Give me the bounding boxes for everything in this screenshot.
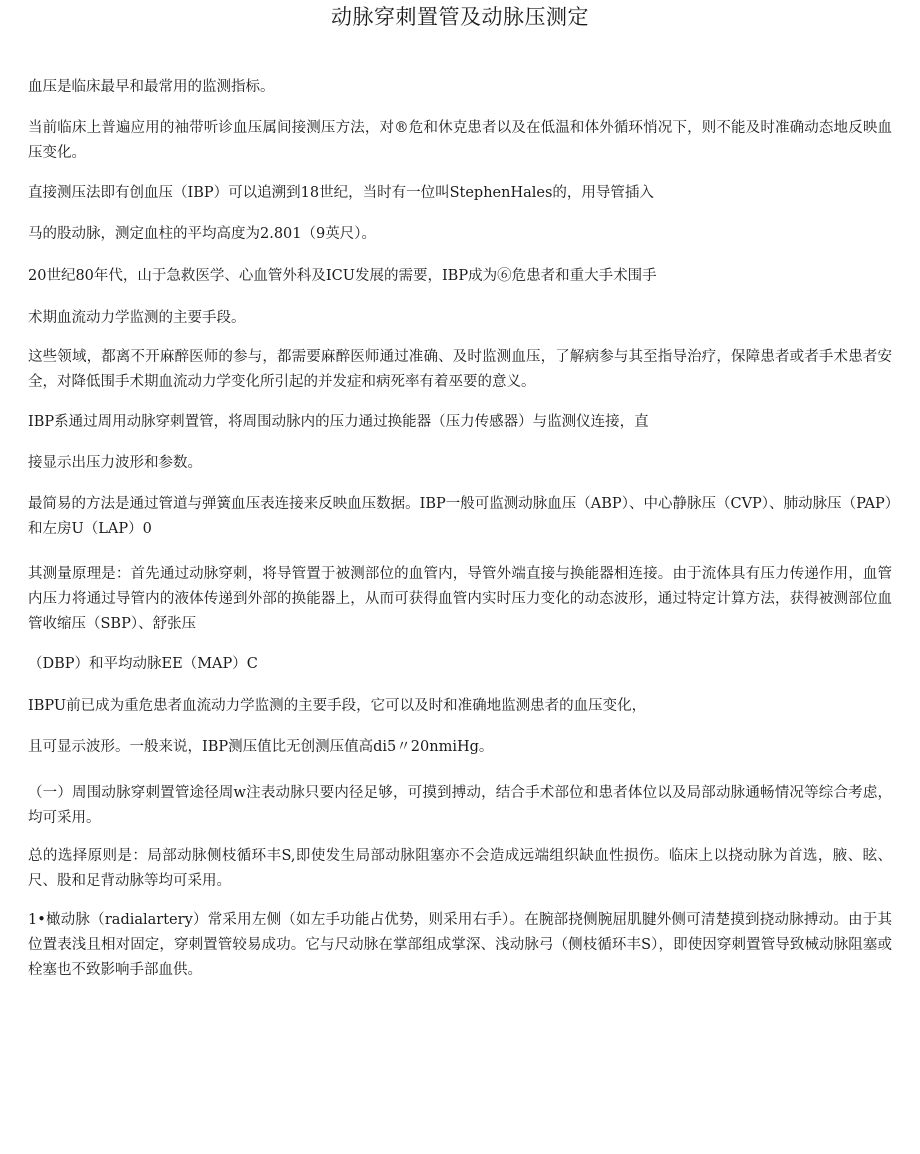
paragraph-17: 1•橄动脉（radialartery）常采用左侧（如左手功能占优势，则采用右手）。在腕部挠侧腕屈肌腱外侧可清楚摸到挠动脉搏动。由于其位置表浅且相对固定，穿刺置管较易成功。它与尺动脉在掌部组成掌深、浅动脉弓（侧枝循环丰S），即使因穿刺置管导致械动脉阻塞或栓塞也不致影响手部血供。 <box>28 912 892 978</box>
paragraph-11: 其测量原理是：首先通过动脉穿刺，将导管置于被测部位的血管内，导管外端直接与换能器相连接。由于流体具有压力传递作用，血管内压力将通过导管内的液体传递到外部的换能器上，从而可获得血管内实时压力变化的动态波形，通过特定计算方法，获得被测部位血管收缩压（SBP）、舒张压 <box>28 566 892 632</box>
paragraph-8: IBP系通过周用动脉穿刺置管，将周围动脉内的压力通过换能器（压力传感器）与监测仪连接，直 <box>28 414 649 430</box>
paragraph-1: 血压是临床最早和最常用的监测指标。 <box>28 79 275 95</box>
paragraph-2: 当前临床上普遍应用的袖带听诊血压属间接测压方法，对®危和休克患者以及在低温和体外循环悄况下，则不能及时准确动态地反映血压变化。 <box>28 120 892 161</box>
paragraph-16: 总的选择原则是：局部动脉侧枝循环丰S,即使发生局部动脉阻塞亦不会造成远端组织缺血性损伤。临床上以挠动脉为首选，腋、眩、尺、股和足背动脉等均可采用。 <box>28 848 892 889</box>
paragraph-14: 且可显示波形。一般来说，IBP测压值比无创测压值高di5〃20nmiHg。 <box>28 739 494 755</box>
paragraph-10: 最简易的方法是通过管道与弹簧血压表连接来反映血压数据。IBP一般可监测动脉血压（ABP）、中心静脉压（CVP）、肺动脉压（PAP）和左房U（LAP）0 <box>28 496 892 537</box>
paragraph-5: 20世纪80年代，山于急救医学、心血管外科及ICU发展的需要，IBP成为⑥危患者和重大手术围手 <box>28 268 657 284</box>
paragraph-12: （DBP）和平均动脉EE（MAP）C <box>28 656 258 672</box>
paragraph-7: 这些领域，都离不开麻醉医师的参与，都需要麻醉医师通过准确、及时监测血压，了解病参与其至指导治疗，保障患者或者手术患者安全，对降低围手术期血流动力学变化所引起的并发症和病死率有着巫要的意义。 <box>28 349 892 390</box>
paragraph-6: 术期血流动力学监测的主要手段。 <box>28 310 246 326</box>
paragraph-3: 直接测压法即有创血压（IBP）可以追溯到18世纪，当时有一位叫StephenHales的，用导管插入 <box>28 185 654 201</box>
document-title: 动脉穿刺置管及动脉压测定 <box>331 5 589 29</box>
paragraph-9: 接显示出压力波形和参数。 <box>28 455 202 471</box>
paragraph-13: IBPU前已成为重危患者血流动力学监测的主要手段，它可以及时和准确地监测患者的血压变化， <box>28 698 647 714</box>
paragraph-15: （一）周围动脉穿刺置管途径周w注表动脉只要内径足够，可摸到搏动，结合手术部位和患者体位以及局部动脉通畅情况等综合考虑，均可采用。 <box>28 785 892 826</box>
paragraph-4: 马的股动脉，测定血柱的平均高度为2.801（9英尺）。 <box>28 226 376 242</box>
